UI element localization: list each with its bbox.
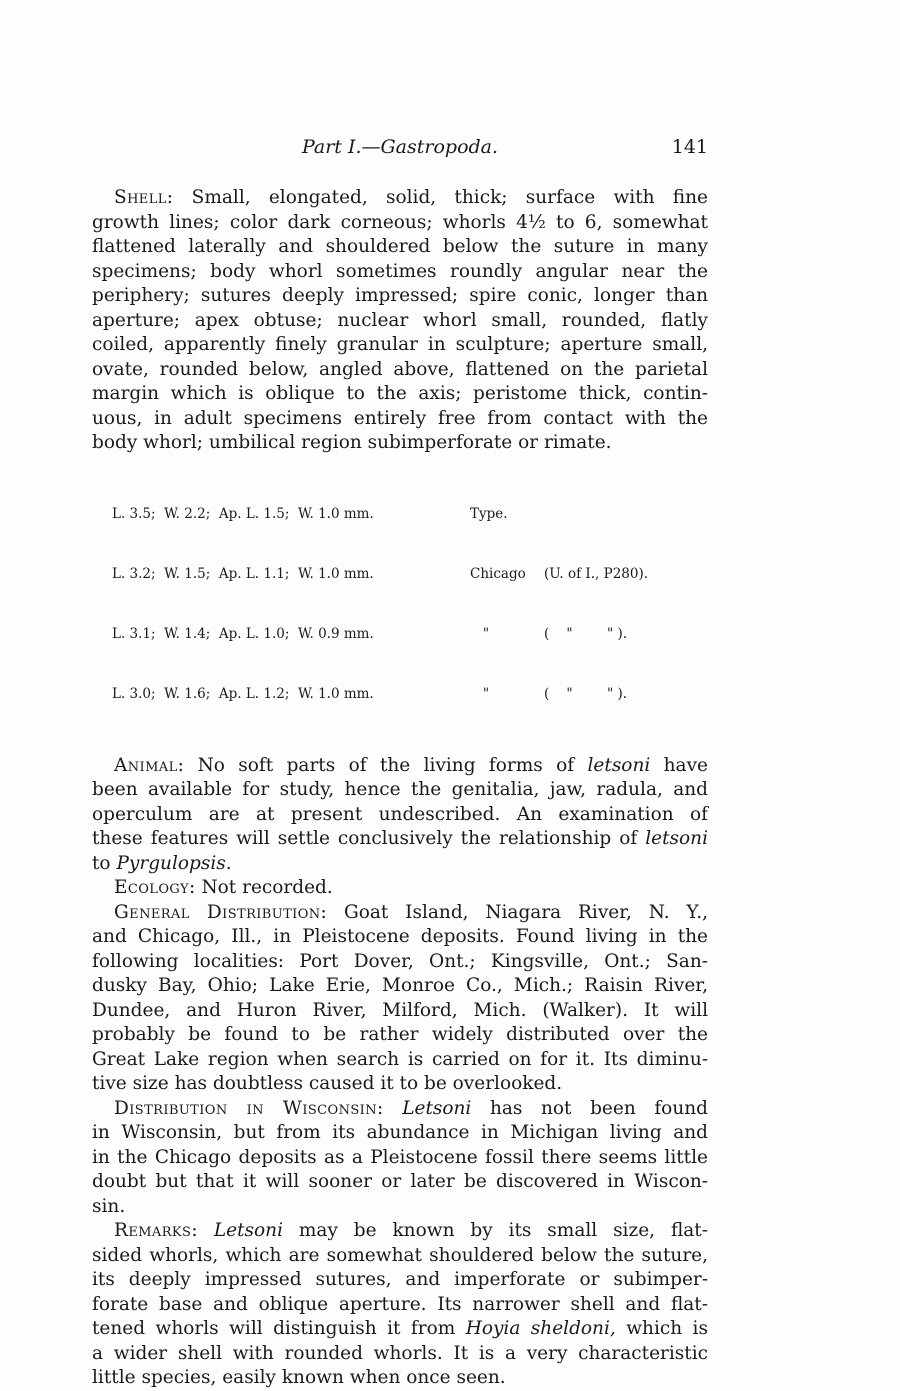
shell-line: uous, in adult specimens entirely free from contact with the xyxy=(92,407,708,429)
animal-line: been available for study, hence the genitalia, jaw, radula, and xyxy=(92,779,708,800)
general-distribution-label: General Distribution: xyxy=(114,901,328,923)
measurement-row xyxy=(112,564,708,584)
measurement-ref: ( " " ). xyxy=(544,685,628,702)
ecology-label: Ecology: xyxy=(114,877,196,898)
measurement-locality: Chicago xyxy=(470,565,526,582)
measurement-locality: Type. xyxy=(470,505,508,522)
species-name: Letsoni xyxy=(213,1220,283,1241)
species-name: letsoni xyxy=(587,754,651,776)
general-distribution-paragraph xyxy=(92,901,708,1097)
distribution-line: dusky Bay, Ohio; Lake Erie, Monroe Co., Mich.; Raisin River, xyxy=(92,975,708,996)
measurements-table xyxy=(92,464,708,744)
ecology-line: Ecology: Not recorded. xyxy=(114,877,333,898)
measurement-ref: (U. of I., P280). xyxy=(544,565,649,582)
shell-line: periphery; sutures deeply impressed; spire conic, longer than xyxy=(92,285,708,306)
measurement-row xyxy=(112,684,708,704)
measurement-ref: ( " " ). xyxy=(544,625,628,642)
page-header xyxy=(92,136,708,164)
remarks-line: a wider shell with rounded whorls. It is a very characteristic xyxy=(92,1342,708,1364)
species-name: Letsoni xyxy=(402,1097,472,1119)
shell-line: margin which is oblique to the axis; peristome thick, contin- xyxy=(92,383,708,404)
shell-line: ovate, rounded below, angled above, flattened on the parietal xyxy=(92,358,708,380)
remarks-line: tened whorls will distinguish it from Hoyia sheldoni, which is xyxy=(92,1318,708,1339)
page-body xyxy=(92,186,708,1391)
distribution-line: Great Lake region when search is carried on for it. Its diminu- xyxy=(92,1048,708,1070)
remarks-line: Remarks: Letsoni may be known by its small size, flat- xyxy=(114,1220,708,1241)
remarks-paragraph xyxy=(92,1219,708,1391)
running-title: Part I.—Gastropoda. xyxy=(301,136,499,158)
distribution-line: probably be found to be rather widely distributed over the xyxy=(92,1024,708,1045)
species-name: letsoni xyxy=(645,828,708,849)
measurement-dims: L. 3.2; W. 1.5; Ap. L. 1.1; W. 1.0 mm. xyxy=(112,565,374,582)
species-name: Hoyia sheldoni, xyxy=(465,1318,616,1339)
measurement-locality: " xyxy=(470,625,490,642)
distribution-line: following localities: Port Dover, Ont.; Kingsville, Ont.; San- xyxy=(92,950,708,972)
genus-name: Pyrgulopsis xyxy=(116,852,226,874)
shell-line: specimens; body whorl sometimes roundly angular near the xyxy=(92,260,708,282)
shell-line: coiled, apparently finely granular in sculpture; aperture small, xyxy=(92,334,708,355)
measurement-dims: L. 3.1; W. 1.4; Ap. L. 1.0; W. 0.9 mm. xyxy=(112,625,374,642)
animal-paragraph xyxy=(92,754,708,877)
animal-line: operculum are at present undescribed. An examination of xyxy=(92,803,708,825)
remarks-line: sided whorls, which are somewhat shouldered below the suture, xyxy=(92,1244,708,1266)
distribution-line: tive size has doubtless caused it to be overlooked. xyxy=(92,1073,563,1094)
shell-line: Shell: Small, elongated, solid, thick; surface with fine xyxy=(114,187,708,208)
animal-label: Animal: xyxy=(114,754,185,776)
distribution-line: General Distribution: Goat Island, Niagara River, N. Y., xyxy=(114,901,708,923)
shell-line: body whorl; umbilical region subimperforate or rimate. xyxy=(92,432,612,453)
wisconsin-line: in the Chicago deposits as a Pleistocene fossil there seems little xyxy=(92,1146,708,1168)
shell-line: flattened laterally and shouldered below the suture in many xyxy=(92,236,708,257)
remarks-line: forate base and oblique aperture. Its narrower shell and flat- xyxy=(92,1293,708,1315)
measurement-dims: L. 3.5; W. 2.2; Ap. L. 1.5; W. 1.0 mm. xyxy=(112,505,374,522)
animal-line: these features will settle conclusively the relationship of letsoni xyxy=(92,828,708,849)
wisconsin-line: in Wisconsin, but from its abundance in Michigan living and xyxy=(92,1122,708,1143)
animal-line: Animal: No soft parts of the living forms of letsoni have xyxy=(114,754,708,776)
ecology-paragraph xyxy=(92,876,708,901)
page-number: 141 xyxy=(671,136,708,158)
measurement-locality: " xyxy=(470,685,490,702)
distribution-line: Dundee, and Huron River, Milford, Mich. (Walker). It will xyxy=(92,999,708,1021)
wisconsin-label: Distribution in Wisconsin: xyxy=(114,1097,384,1119)
remarks-line: its deeply impressed sutures, and imperforate or subimper- xyxy=(92,1269,708,1290)
shell-line: aperture; apex obtuse; nuclear whorl small, rounded, flatly xyxy=(92,309,708,331)
wisconsin-line: Distribution in Wisconsin: Letsoni has not been found xyxy=(114,1097,708,1119)
shell-paragraph xyxy=(92,186,708,456)
distribution-line: and Chicago, Ill., in Pleistocene deposits. Found living in the xyxy=(92,926,708,947)
measurement-dims: L. 3.0; W. 1.6; Ap. L. 1.2; W. 1.0 mm. xyxy=(112,685,374,702)
measurement-row xyxy=(112,624,708,644)
wisconsin-line: sin. xyxy=(92,1195,126,1217)
wisconsin-paragraph xyxy=(92,1097,708,1220)
wisconsin-line: doubt but that it will sooner or later be discovered in Wiscon- xyxy=(92,1171,708,1192)
animal-line: to Pyrgulopsis. xyxy=(92,852,232,874)
shell-label: Shell: xyxy=(114,187,174,208)
measurement-row xyxy=(112,504,708,524)
remarks-label: Remarks: xyxy=(114,1220,198,1241)
remarks-line: little species, easily known when once seen. xyxy=(92,1367,506,1388)
shell-line: growth lines; color dark corneous; whorls 4½ to 6, somewhat xyxy=(92,211,708,233)
